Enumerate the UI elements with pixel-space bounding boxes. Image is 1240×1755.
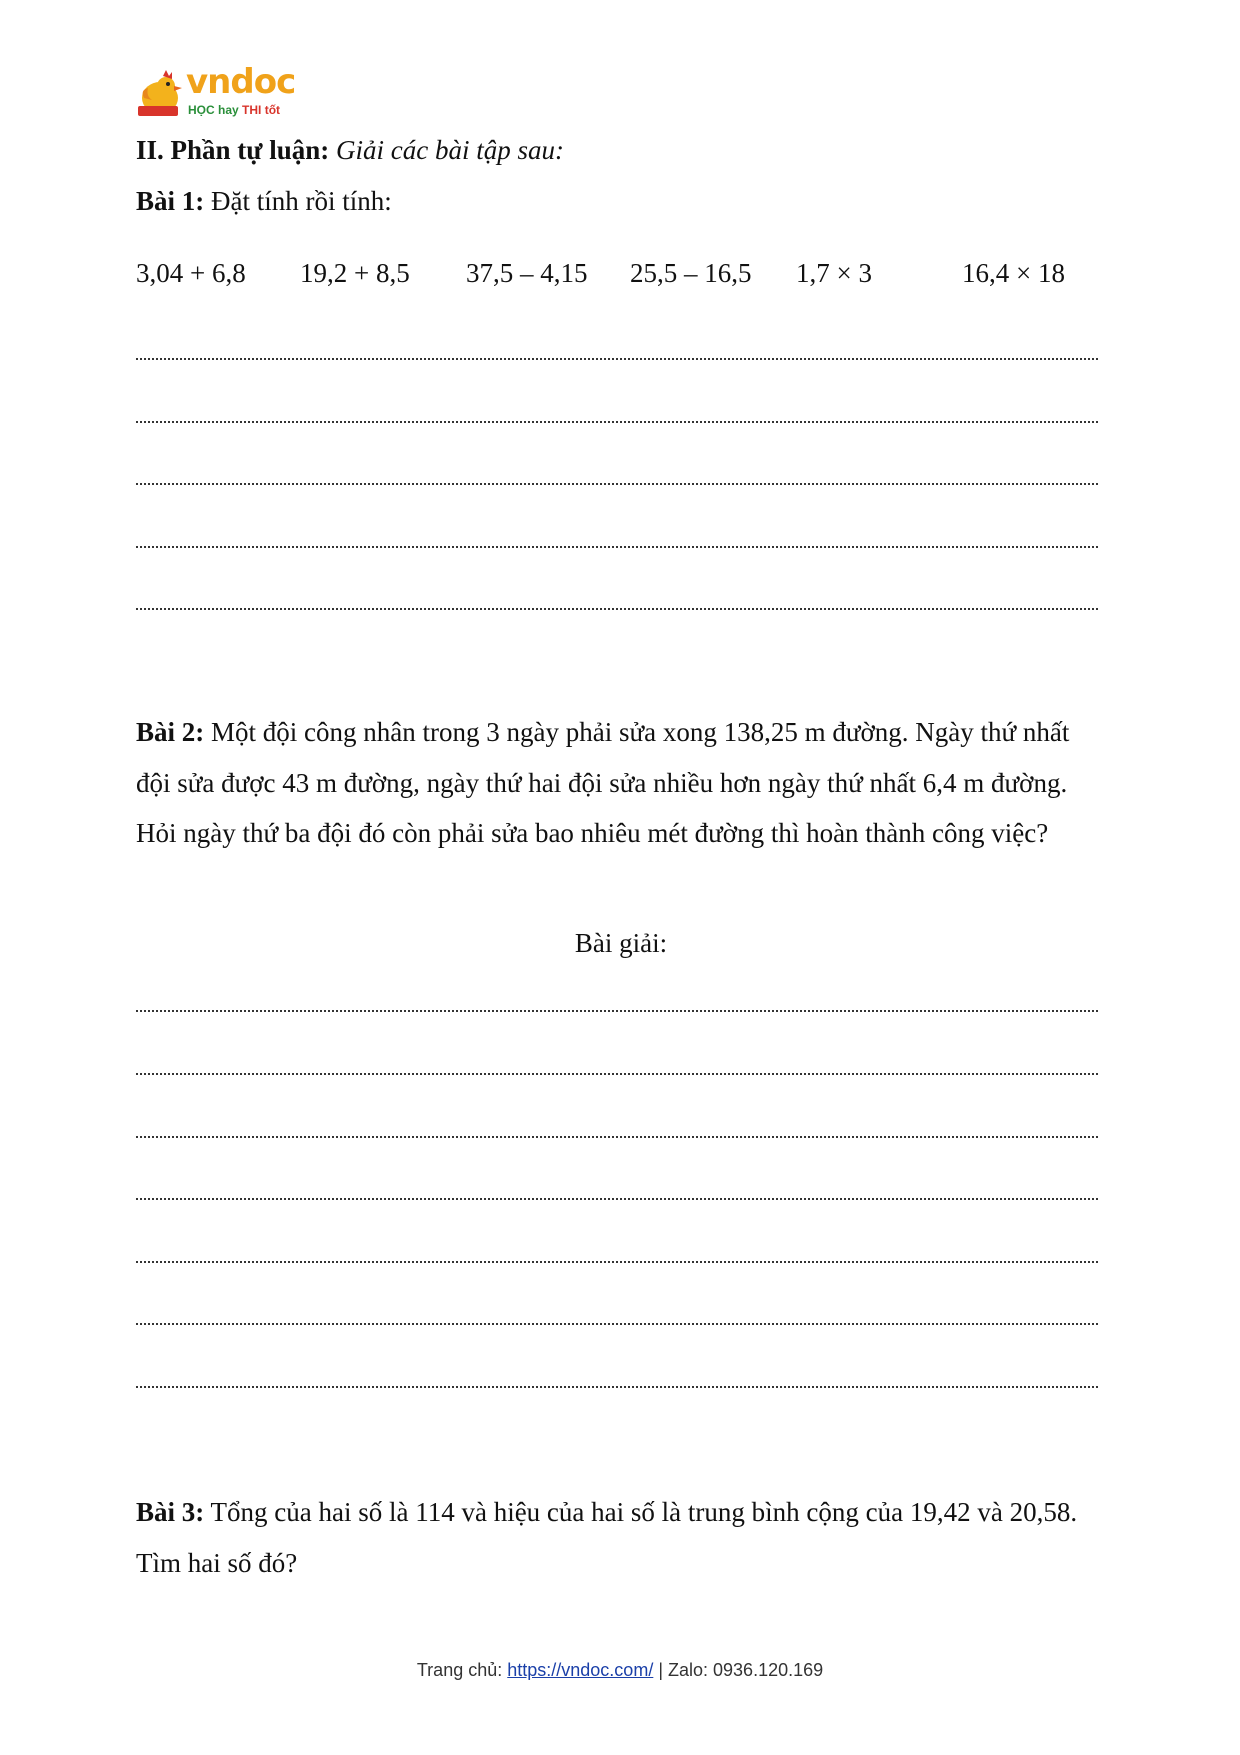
bai1-label: Bài 1: bbox=[136, 186, 205, 216]
page-footer bbox=[0, 1660, 1240, 1681]
bai2-solution-label: Bài giải: bbox=[574, 928, 668, 958]
answer-line bbox=[136, 608, 1098, 610]
logo-tagline bbox=[188, 103, 280, 117]
bai1-text: Đặt tính rồi tính: bbox=[211, 186, 392, 216]
answer-line bbox=[136, 1073, 1098, 1075]
expression: 1,7 × 3 bbox=[796, 258, 872, 288]
answer-line bbox=[136, 1198, 1098, 1200]
answer-line bbox=[136, 1261, 1098, 1263]
bai3-label: Bài 3: bbox=[136, 1497, 205, 1527]
section-heading bbox=[136, 135, 564, 166]
expression: 37,5 – 4,15 bbox=[466, 258, 588, 288]
bai2-paragraph bbox=[136, 707, 1096, 859]
answer-line bbox=[136, 358, 1098, 360]
footer-homepage-link[interactable]: https://vndoc.com/ bbox=[507, 1660, 654, 1680]
expression: 25,5 – 16,5 bbox=[630, 258, 752, 288]
footer-suffix: | Zalo: 0936.120.169 bbox=[653, 1660, 824, 1680]
bai1-expressions bbox=[136, 258, 1076, 298]
logo-brand: vndoc bbox=[186, 62, 296, 102]
logo-tagline-part1: HỌC hay bbox=[188, 103, 239, 117]
section-instruction: Giải các bài tập sau: bbox=[336, 135, 564, 165]
logo-tagline-part2: THI tốt bbox=[242, 103, 281, 117]
answer-line bbox=[136, 483, 1098, 485]
bai2-label: Bài 2: bbox=[136, 717, 205, 747]
bai2-text: Một đội công nhân trong 3 ngày phải sửa xong 138,25 m đường. Ngày thứ nhất đội sửa được 43 m đường, ngày thứ hai đội sửa nhiều hơn ngày thứ nhất 6,4 m đường. Hỏi ngày thứ ba đội đó còn phải sửa bao nhiêu mét đường thì hoàn thành công việc? bbox=[136, 717, 1070, 848]
expression: 19,2 + 8,5 bbox=[300, 258, 410, 288]
section-label: II. Phần tự luận: bbox=[136, 135, 330, 165]
bai3-text: Tổng của hai số là 114 và hiệu của hai số là trung bình cộng của 19,42 và 20,58. Tìm hai số đó? bbox=[136, 1497, 1078, 1578]
answer-line bbox=[136, 546, 1098, 548]
answer-line bbox=[136, 1323, 1098, 1325]
chicken-mascot-icon bbox=[136, 70, 186, 122]
answer-line bbox=[136, 1386, 1098, 1388]
bai1-heading bbox=[136, 186, 392, 217]
answer-line bbox=[136, 421, 1098, 423]
footer-prefix: Trang chủ: bbox=[416, 1660, 508, 1680]
vndoc-logo bbox=[136, 62, 296, 124]
answer-line bbox=[136, 1010, 1098, 1012]
bai3-paragraph bbox=[136, 1487, 1096, 1588]
answer-line bbox=[136, 1136, 1098, 1138]
expression: 16,4 × 18 bbox=[962, 258, 1065, 288]
expression: 3,04 + 6,8 bbox=[136, 258, 246, 288]
